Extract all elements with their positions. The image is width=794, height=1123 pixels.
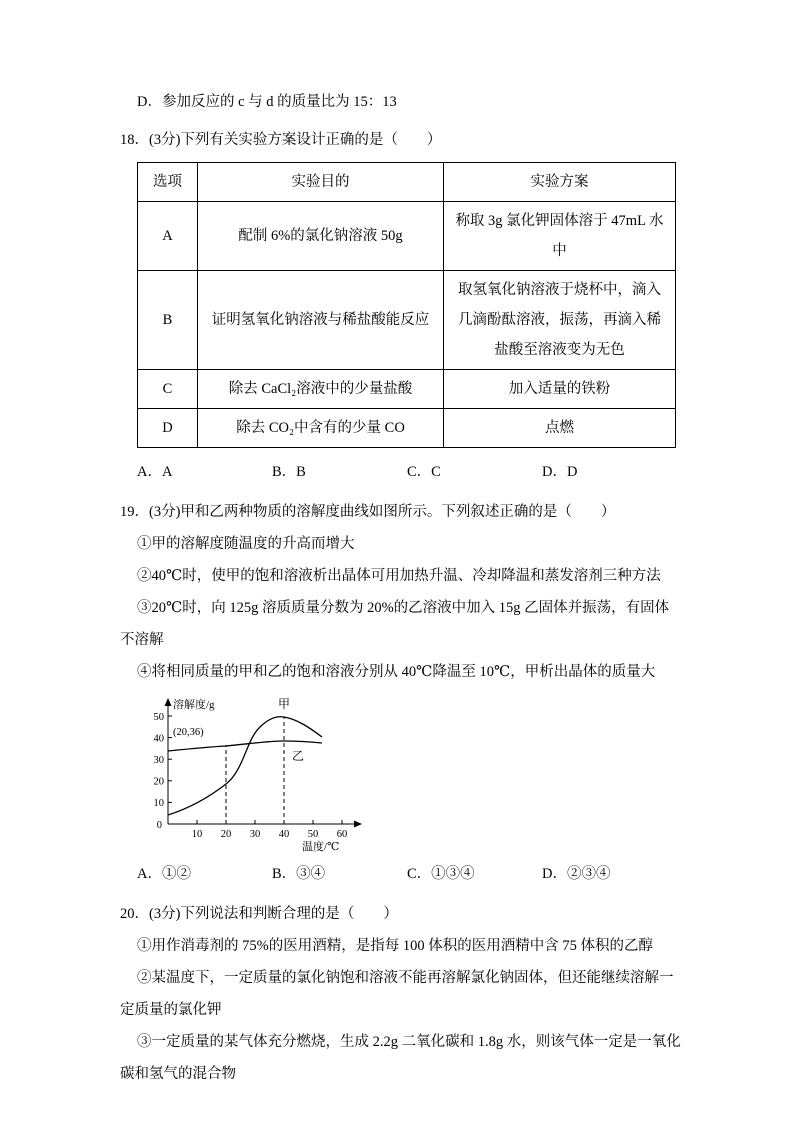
x-tick-label-60: 60 (336, 829, 348, 840)
q18-choice-c: C．C (407, 464, 441, 480)
solubility-curve-figure (142, 694, 374, 854)
q20-statement-2: ②某温度下，一定质量的氯化钠饱和溶液不能再溶解氯化钠固体，但还能继续溶解一定质量的氯化钾 (120, 970, 674, 1018)
header-purpose: 实验目的 (198, 163, 444, 202)
q19-stem: 19．(3分)甲和乙两种物质的溶解度曲线如图所示。下列叙述正确的是（ ） (120, 504, 616, 520)
q18-stem: 18．(3分)下列有关实验方案设计正确的是（ ） (120, 132, 442, 148)
cell-plan: 取氢氧化钠溶液于烧杯中，滴入几滴酚酞溶液，振荡，再滴入稀盐酸至溶液变为无色 (444, 271, 676, 370)
q18-choice-b: B．B (272, 464, 306, 480)
x-tick-label-20: 20 (220, 829, 232, 840)
series-label-jia: 甲 (278, 697, 291, 711)
x-tick-label-30: 30 (249, 829, 261, 840)
cell-option: B (138, 271, 198, 370)
solubility-chart (142, 694, 682, 854)
cell-plan: 加入适量的铁粉 (444, 370, 676, 409)
q19-statement-3: ③20℃时，向 125g 溶质质量分数为 20%的乙溶液中加入 15g 乙固体并振荡，有固体不溶解 (120, 600, 670, 648)
y-tick-label-10: 10 (153, 798, 164, 809)
cell-purpose: 除去 CaCl₂溶液中的少量盐酸 (198, 370, 444, 409)
y-axis-label: 溶解度/g (173, 699, 215, 711)
table-row-a (138, 202, 676, 271)
header-plan: 实验方案 (444, 163, 676, 202)
q19-choice-a: A．①② (137, 866, 191, 882)
q19-choice-d: D．②③④ (542, 866, 611, 882)
x-axis-arrow-icon (354, 821, 362, 828)
table-row-b (138, 271, 676, 370)
cell-option: C (138, 370, 198, 409)
y-tick-label-30: 30 (153, 755, 164, 766)
q20-statement-3: ③一定质量的某气体充分燃烧，生成 2.2g 二氧化碳和 1.8g 水，则该气体一定是一氧化碳和氢气的混合物 (120, 1034, 681, 1082)
q20-statement-1: ①用作消毒剂的 75%的医用酒精，是指每 100 体积的医用酒精中含 75 体积的乙醇 (137, 938, 653, 954)
header-option: 选项 (138, 163, 198, 202)
q18-choice-d: D．D (542, 464, 578, 480)
q17-option-d: D．参加反应的 c 与 d 的质量比为 15：13 (137, 94, 397, 110)
series-label-yi: 乙 (292, 749, 305, 763)
q20-stem: 20．(3分)下列说法和判断合理的是（ ） (120, 906, 398, 922)
point-annotation: (20,36) (173, 727, 204, 738)
x-axis-label: 温度/℃ (302, 841, 340, 853)
x-tick-label-10: 10 (191, 829, 203, 840)
cell-purpose: 配制 6%的氯化钠溶液 50g (198, 202, 444, 271)
table-header-row (138, 163, 676, 202)
y-tick-label-0: 0 (156, 820, 162, 831)
q19-statement-2: ②40℃时，使甲的饱和溶液析出晶体可用加热升温、冷却降温和蒸发溶剂三种方法 (137, 568, 661, 584)
q18-choice-a: A．A (137, 464, 173, 480)
q19-choice-b: B．③④ (272, 866, 326, 882)
cell-purpose: 除去 CO₂中含有的少量 CO (198, 409, 444, 448)
cell-option: D (138, 409, 198, 448)
table-row-c (138, 370, 676, 409)
q19-answer-choices (137, 858, 682, 890)
exam-page (120, 86, 682, 1090)
cell-plan: 称取 3g 氯化钾固体溶于 47mL 水中 (444, 202, 676, 271)
x-tick-label-40: 40 (278, 829, 290, 840)
q18-table (137, 162, 676, 448)
y-tick-label-20: 20 (153, 776, 164, 788)
q18-answer-choices (137, 456, 682, 488)
table-row-d (138, 409, 676, 448)
y-tick-label-40: 40 (153, 733, 164, 745)
cell-plan: 点燃 (444, 409, 676, 448)
cell-purpose: 证明氢氧化钠溶液与稀盐酸能反应 (198, 271, 444, 370)
q19-statement-4: ④将相同质量的甲和乙的饱和溶液分别从 40℃降温至 10℃，甲析出晶体的质量大 (137, 664, 656, 680)
y-axis-arrow-icon (165, 698, 172, 706)
cell-option: A (138, 202, 198, 271)
x-tick-label-50: 50 (307, 829, 319, 840)
y-tick-label-50: 50 (153, 712, 164, 723)
q19-statement-1: ①甲的溶解度随温度的升高而增大 (137, 536, 355, 552)
q19-choice-c: C．①③④ (407, 866, 475, 882)
